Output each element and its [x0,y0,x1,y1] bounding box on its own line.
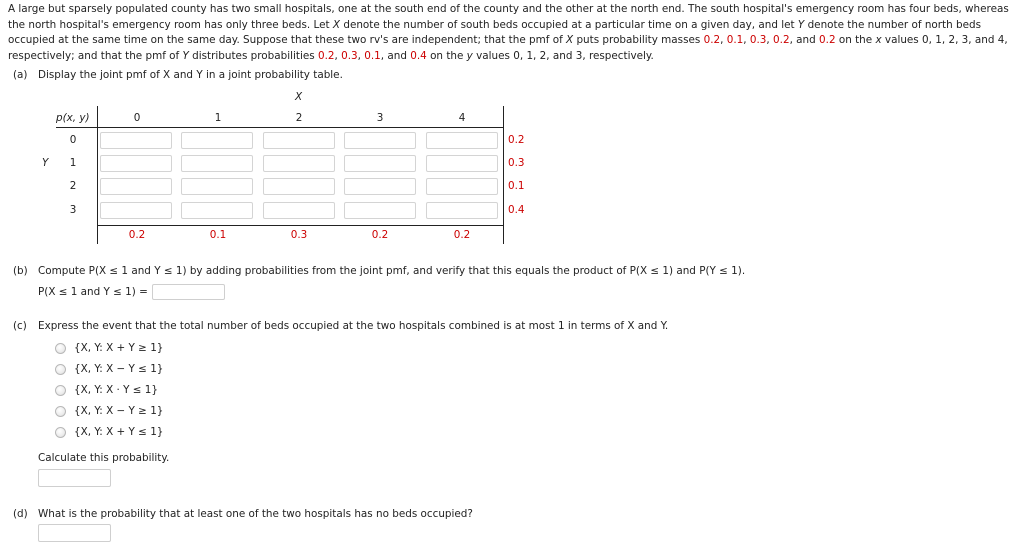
var-x-lower: x [875,34,882,46]
y-value-header: 3 [69,204,77,216]
x-value-header: 2 [295,112,303,124]
joint-pmf-input[interactable] [181,202,253,219]
option-radio[interactable] [55,385,66,396]
row-total: 0.1 [508,180,525,192]
joint-pmf-input[interactable] [426,202,498,219]
option-radio[interactable] [55,343,66,354]
column-total: 0.2 [371,229,389,241]
intro-text: denote the number of south beds occupied at a particular time on a given day, and let [340,18,798,31]
part-b-answer-input[interactable] [152,284,225,300]
column-total: 0.3 [290,229,308,241]
table-header-rule [56,127,504,128]
column-total: 0.2 [453,229,471,241]
var-y: Y [182,49,189,62]
table-total-rule [97,225,503,226]
row-total: 0.3 [508,157,525,169]
joint-pmf-input[interactable] [100,155,172,172]
px-value: 0.2 [819,34,836,46]
py-value: 0.1 [364,49,381,62]
intro-text: values 0, 1, 2, 3, and 4, respectively; and that the pmf of [8,34,1008,62]
intro-text: A large but sparsely populated county has two small hospitals, one at the south end of the county and the other at the north end. The south hospital's emergency room has four beds, whereas the north hospital's emergency room has only three beds. Let [8,3,1009,31]
px-value: 0.3 [749,34,767,46]
px-value: 0.2 [773,34,790,46]
option-label[interactable]: {X, Y: X + Y ≤ 1} [74,426,164,438]
x-value-header: 0 [133,112,141,124]
part-d-label: (d) [13,508,28,520]
x-value-header: 4 [458,112,466,124]
joint-pmf-input[interactable] [100,202,172,219]
var-x: X [332,18,341,31]
joint-pmf-input[interactable] [426,178,498,195]
intro-text: on the [835,34,876,46]
intro-text: values 0, 1, 2, and 3, respectively. [472,49,654,62]
y-value-header: 1 [69,157,77,169]
column-total: 0.1 [209,229,227,241]
intro-text: puts probability masses [573,34,704,46]
joint-pmf-input[interactable] [426,132,498,149]
joint-pmf-input[interactable] [263,178,335,195]
joint-pmf-input[interactable] [263,132,335,149]
joint-pmf-input[interactable] [181,132,253,149]
part-a-label: (a) [13,69,28,81]
joint-pmf-input[interactable] [100,132,172,149]
px-value: 0.2 [703,34,721,46]
calc-label: Calculate this probability. [38,452,170,464]
row-total: 0.2 [508,134,525,146]
part-b-answer-label: P(X ≤ 1 and Y ≤ 1) = [38,286,148,298]
joint-pmf-input[interactable] [344,202,416,219]
joint-pmf-input[interactable] [426,155,498,172]
part-c-text: Express the event that the total number of beds occupied at the two hospitals combined is at most 1 in terms of X and Y. [38,320,669,332]
option-label[interactable]: {X, Y: X + Y ≥ 1} [74,342,164,354]
x-var-header: X [295,91,303,103]
joint-pmf-input[interactable] [181,178,253,195]
part-b-text: Compute P(X ≤ 1 and Y ≤ 1) by adding probabilities from the joint pmf, and verify that this equals the product of P(X ≤ 1) and P(Y ≤ 1). [38,265,746,277]
px-value: 0.1 [726,34,744,46]
var-y: Y [797,18,805,31]
joint-pmf-input[interactable] [263,155,335,172]
y-value-header: 2 [69,180,77,192]
option-radio[interactable] [55,406,66,417]
py-value: 0.4 [410,49,427,62]
intro-text: denote the number of north beds occupied at the same time on the same day. Suppose that these two rv's are independent; that the pmf of [8,18,981,46]
var-y-lower: y [466,49,473,62]
y-value-header: 0 [69,134,77,146]
intro-text: distributes probabilities [188,49,318,62]
part-b-label: (b) [13,265,28,277]
joint-pmf-input[interactable] [344,132,416,149]
table-right-border [503,106,504,244]
option-radio[interactable] [55,427,66,438]
option-label[interactable]: {X, Y: X − Y ≥ 1} [74,405,164,417]
corner-label: p(x, y) [56,112,90,124]
problem-statement: A large but sparsely populated county has two small hospitals, one at the south end of the county and the other at the north end. The south hospital's emergency room has four beds, whereas the north hospital's emergency room has only three beds. Let X denote the number of south beds occupied at a particular time on a given day, and let Y denote the number of north beds occupied at the same time on the same day. Suppose that these two rv's are independent; that the pmf of X puts probability masses 0.2, 0.1, 0.3, 0.2, and 0.2 on the x values 0, 1, 2, 3, and 4, respectively; and that the pmf of Y distributes probabilities 0.2, 0.3, 0.1, and 0.4 on the y values 0, 1, 2, and 3, respectively. [8,3,1009,62]
column-total: 0.2 [128,229,146,241]
y-var-header: Y [42,157,49,169]
joint-pmf-input[interactable] [344,178,416,195]
x-value-header: 3 [376,112,384,124]
row-total: 0.4 [508,204,525,216]
var-x: X [566,34,574,46]
x-value-header: 1 [214,112,222,124]
option-label[interactable]: {X, Y: X − Y ≤ 1} [74,363,164,375]
py-value: 0.2 [317,49,335,62]
part-c-label: (c) [13,320,27,332]
py-value: 0.3 [341,49,358,62]
joint-pmf-input[interactable] [181,155,253,172]
option-label[interactable]: {X, Y: X · Y ≤ 1} [74,384,159,396]
part-c-answer-input[interactable] [38,469,111,487]
option-radio[interactable] [55,364,66,375]
joint-pmf-input[interactable] [344,155,416,172]
joint-pmf-input[interactable] [100,178,172,195]
part-a-text: Display the joint pmf of X and Y in a joint probability table. [38,69,343,81]
part-d-text: What is the probability that at least one of the two hospitals has no beds occupied? [38,508,473,520]
joint-pmf-input[interactable] [263,202,335,219]
part-d-answer-input[interactable] [38,524,111,542]
intro-text: on the [426,49,467,62]
